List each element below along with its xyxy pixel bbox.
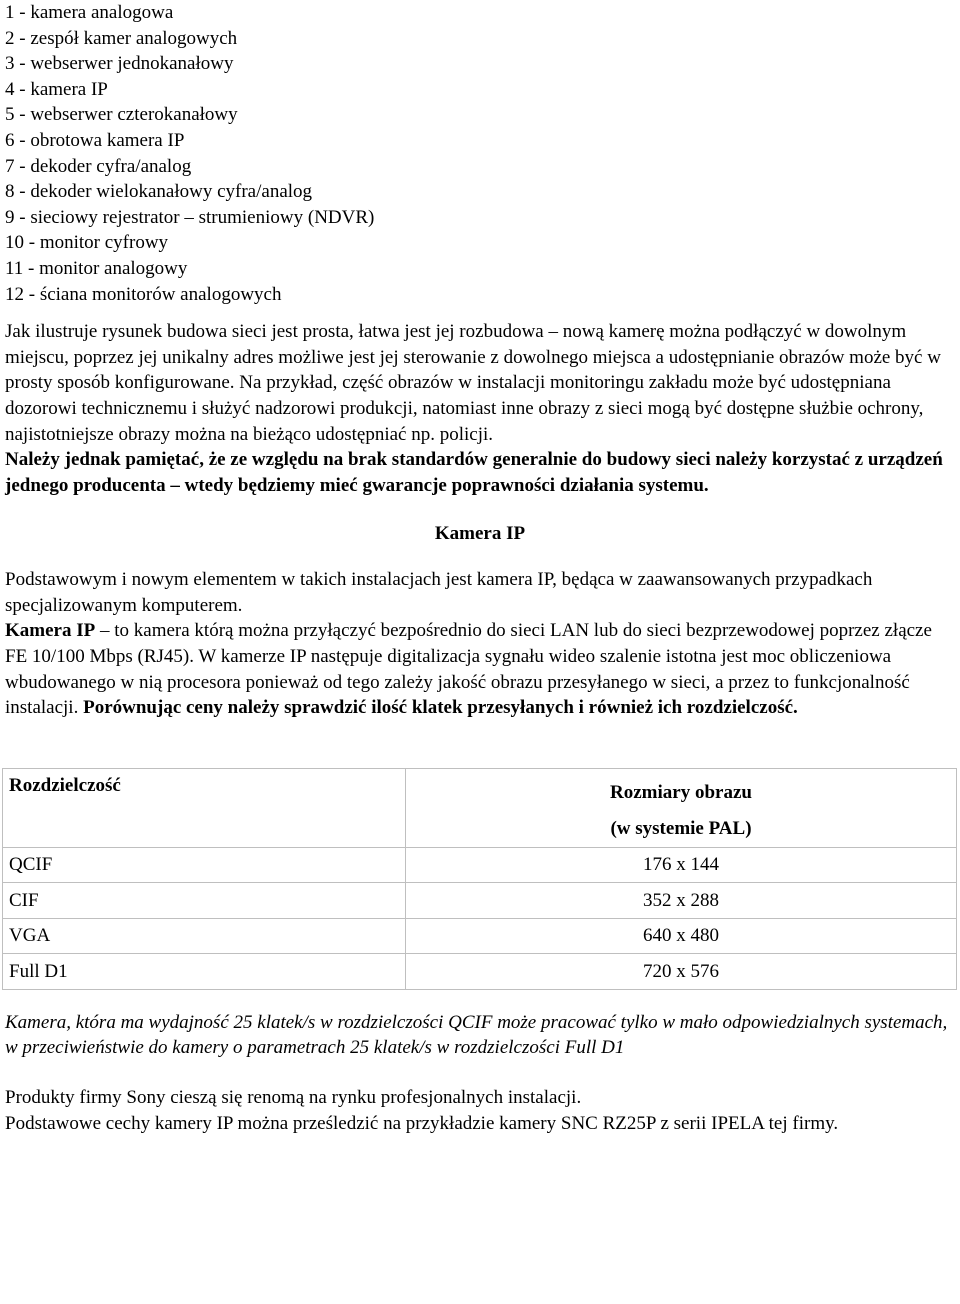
legend-item: 8 - dekoder wielokanałowy cyfra/analog	[5, 181, 313, 203]
legend-item: 5 - webserwer czterokanałowy	[5, 104, 238, 126]
table-header-size-line1: Rozmiary obrazu	[610, 781, 752, 803]
legend-item: 1 - kamera analogowa	[5, 2, 174, 23]
legend-item: 11 - monitor analogowy	[5, 257, 188, 279]
sony-paragraph-line2: Podstawowe cechy kamery IP można prześledzić na przykładzie kamery SNC RZ25P z serii IPELA tej firmy.	[5, 1112, 839, 1134]
spacer	[5, 307, 955, 319]
spacer	[5, 990, 955, 1010]
section-title: Kamera IP	[434, 523, 526, 545]
legend-item: 6 - obrotowa kamera IP	[5, 129, 185, 151]
spacer	[5, 721, 955, 768]
spacer	[5, 547, 955, 567]
table-header-row	[3, 768, 957, 847]
legend-item: 2 - zespół kamer analogowych	[5, 27, 238, 49]
camera-definition-tail: Porównując ceny należy sprawdzić ilość klatek przesyłanych i również ich rozdzielczość.	[83, 697, 798, 719]
legend-item: 12 - ściana monitorów analogowych	[5, 283, 282, 305]
table-cell-size: 352 x 288	[406, 883, 957, 919]
table-cell-size: 640 x 480	[406, 918, 957, 954]
table-cell-resolution: QCIF	[3, 847, 406, 883]
table-header-size	[406, 768, 957, 847]
legend-item: 10 - monitor cyfrowy	[5, 232, 169, 254]
camera-definition-term: Kamera IP	[5, 620, 96, 642]
legend-item: 9 - sieciowy rejestrator – strumieniowy (NDVR)	[5, 206, 375, 228]
table-cell-resolution: Full D1	[3, 954, 406, 990]
table-cell-resolution: CIF	[3, 883, 406, 919]
table-cell-size: 720 x 576	[406, 954, 957, 990]
warning-paragraph: Należy jednak pamiętać, że ze względu na brak standardów generalnie do budowy sieci należy korzystać z urządzeń jednego producenta – wtedy będziemy mieć gwarancje poprawności działania systemu.	[5, 449, 943, 496]
spacer	[5, 498, 955, 521]
camera-definition-paragraph	[5, 618, 955, 720]
document-page	[5, 0, 955, 1136]
resolution-table	[2, 768, 957, 990]
table-cell-size: 176 x 144	[406, 847, 957, 883]
table-row	[3, 918, 957, 954]
sony-paragraph-line1: Produkty firmy Sony cieszą się renomą na rynku profesjonalnych instalacji.	[5, 1087, 582, 1109]
italic-note: Kamera, która ma wydajność 25 klatek/s w rozdzielczości QCIF może pracować tylko w mało odpowiedzialnych systemach, w przeciwieństwie do kamery o parametrach 25 klatek/s w rozdzielczości Full D1	[5, 1011, 948, 1059]
legend-item: 3 - webserwer jednokanałowy	[5, 53, 234, 75]
legend-item: 7 - dekoder cyfra/analog	[5, 155, 192, 177]
camera-definition-text: – to kamera którą można przyłączyć bezpośrednio do sieci LAN lub do sieci bezprzewodowej poprzez złącze FE 10/100 Mbps (RJ45). W kamerze IP następuje digitalizacja sygnału wideo szalenie istotna jest moc obliczeniowa wbudowanego w nią procesora ponieważ od tego zależy jakość obrazu przesyłanego w sieci, a przez to funkcjonalność instalacji.	[5, 620, 932, 719]
table-header-size-line2: (w systemie PAL)	[610, 817, 752, 839]
intro-paragraph: Jak ilustruje rysunek budowa sieci jest prosta, łatwa jest jej rozbudowa – nową kamerę można podłączyć w dowolnym miejscu, poprzez jej unikalny adres możliwe jest jej sterowanie z dowolnego miejsca a udostępnianie obrazów może być w prosty sposób konfigurowane. Na przykład, część obrazów w instalacji monitoringu zakładu może być udostępniana dozorowi technicznemu i służyć nadzorowi produkcji, natomiast inne obrazy z sieci mogą być dostępne służbie ochrony, najistotniejsze obrazy można na bieżąco udostępniać np. policji.	[5, 321, 941, 445]
table-row	[3, 883, 957, 919]
camera-intro-paragraph: Podstawowym i nowym elementem w takich instalacjach jest kamera IP, będąca w zaawansowanych przypadkach specjalizowanym komputerem.	[5, 569, 873, 616]
table-header-resolution: Rozdzielczość	[3, 768, 406, 847]
table-row	[3, 954, 957, 990]
table-cell-resolution: VGA	[3, 918, 406, 954]
spacer	[5, 1061, 955, 1085]
legend-item: 4 - kamera IP	[5, 78, 108, 100]
figure-legend-list	[5, 0, 955, 307]
table-row	[3, 847, 957, 883]
